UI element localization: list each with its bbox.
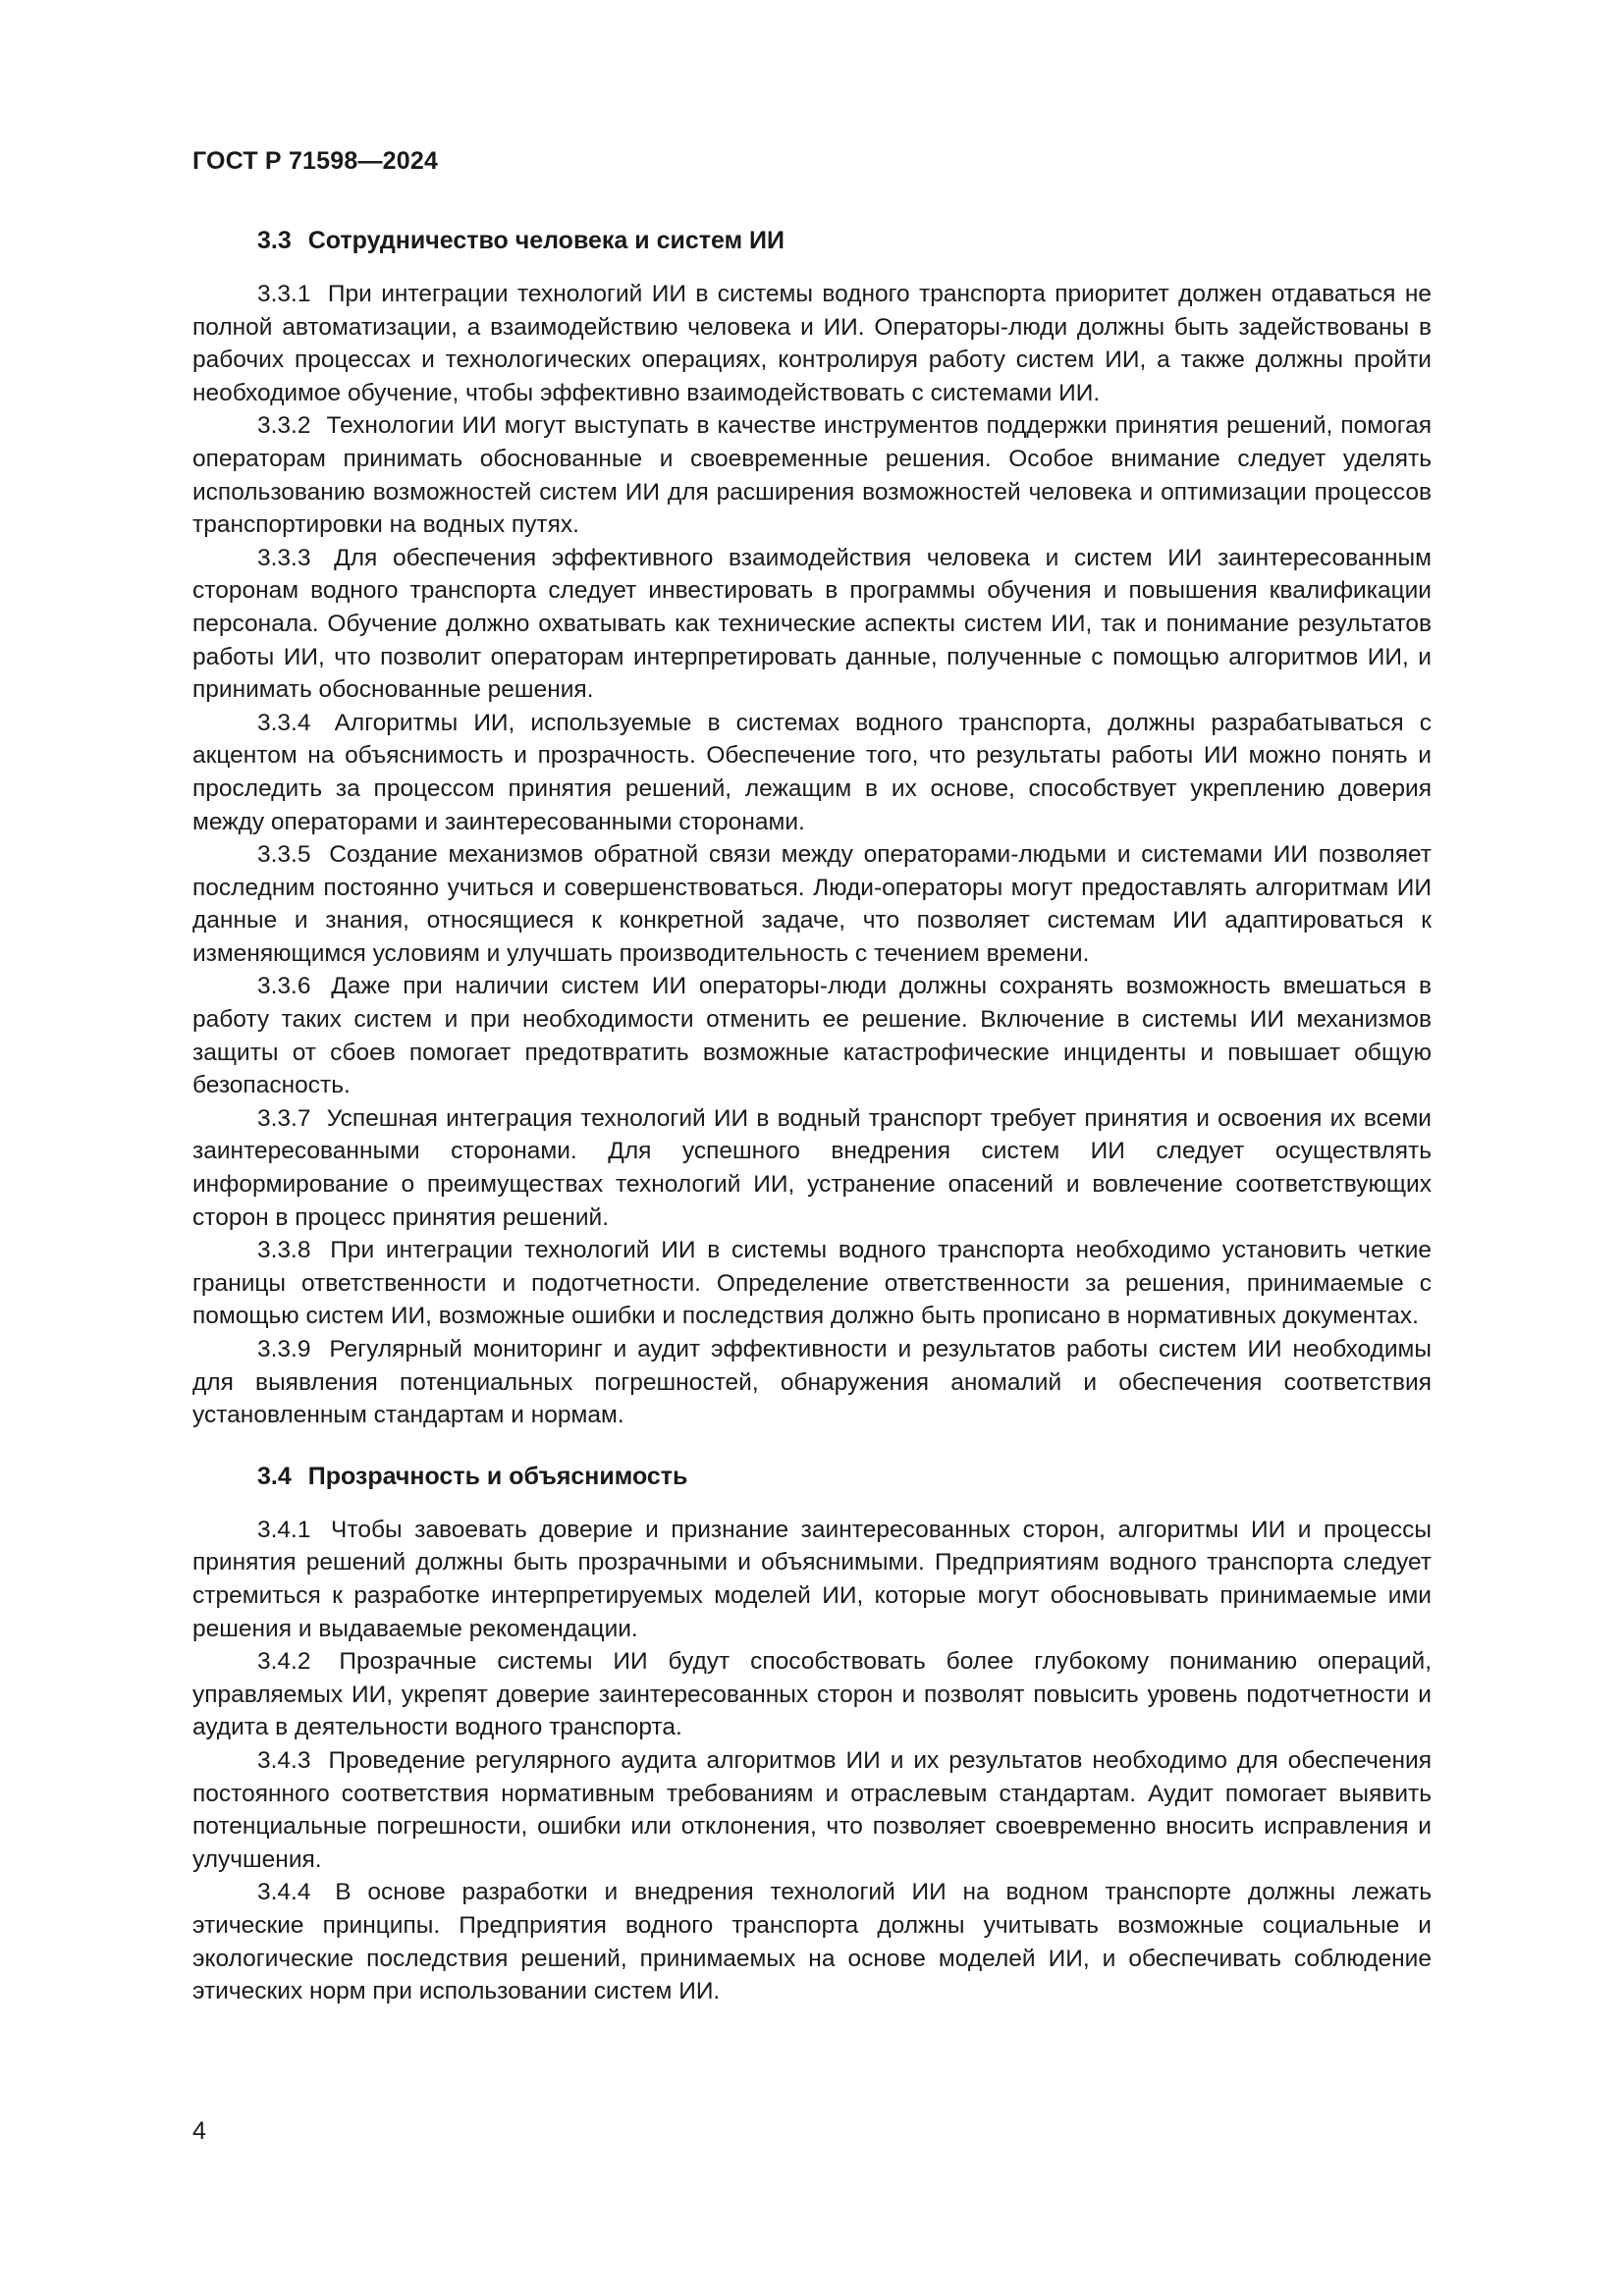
paragraph-text: Даже при наличии систем ИИ операторы-люди должны сохранять возможность вмешаться в работу таких систем и при необходимости отменить ее решение. Включение в системы ИИ механизмов защиты от сбоев помогает предотвратить возможные катастрофические инциденты и повышает общую безопасность.	[192, 973, 1433, 1099]
paragraph-3-3-7	[192, 1102, 1432, 1234]
paragraph-number: 3.3.5	[257, 841, 311, 869]
paragraph-number: 3.3.7	[257, 1104, 311, 1132]
paragraph-text: Прозрачные системы ИИ будут способствовать более глубокому пониманию операций, управляемых ИИ, укрепят доверие заинтересованных сторон и позволят повысить уровень подотчетности и аудита в деятельности водного транспорта.	[192, 1648, 1432, 1741]
paragraph-number: 3.4.1	[257, 1516, 311, 1543]
section-title: Сотрудничество человека и систем ИИ	[307, 227, 785, 254]
paragraph-text: Алгоритмы ИИ, используемые в системах водного транспорта, должны разрабатываться с акцентом на объяснимость и прозрачность. Обеспечение того, что результаты работы ИИ можно понять и проследить за процессом принятия решений, лежащим в их основе, способствует укреплению доверия между операторами и заинтересованными сторонами.	[192, 709, 1433, 835]
section-number: 3.3	[257, 227, 292, 254]
paragraph-3-4-3	[192, 1744, 1432, 1876]
paragraph-text: Для обеспечения эффективного взаимодействия человека и систем ИИ заинтересованным сторонам водного транспорта следует инвестировать в программы обучения и повышения квалификации персонала. Обучение должно охватывать как технические аспекты систем ИИ, так и понимание результатов работы ИИ, что позволит операторам интерпретировать данные, полученные с помощью алгоритмов ИИ, и принимать обоснованные решения.	[192, 544, 1432, 704]
paragraph-text: В основе разработки и внедрения технологий ИИ на водном транспорте должны лежать этические принципы. Предприятия водного транспорта должны учитывать возможные социальные и экологические последствия решений, принимаемых на основе моделей ИИ, и обеспечивать соблюдение этических норм при использовании систем ИИ.	[192, 1879, 1432, 2005]
paragraph-number: 3.4.2	[257, 1648, 311, 1676]
paragraph-number: 3.3.9	[257, 1336, 311, 1362]
paragraph-text: Проведение регулярного аудита алгоритмов ИИ и их результатов необходимо для обеспечения постоянного соответствия нормативным требованиям и отраслевым стандартам. Аудит помогает выявить потенциальные погрешности, ошибки или отклонения, что позволяет своевременно вносить исправления и улучшения.	[192, 1746, 1432, 1873]
standard-header: ГОСТ Р 71598—2024	[192, 147, 439, 175]
paragraph-3-3-6	[192, 970, 1432, 1101]
paragraph-text: Успешная интеграция технологий ИИ в водный транспорт требует принятия и освоения их всеми заинтересованными сторонами. Для успешного внедрения систем ИИ следует осуществлять информирование о преимуществах технологий ИИ, устранение опасений и вовлечение соответствующих сторон в процесс принятия решений.	[192, 1104, 1432, 1231]
paragraph-3-3-2	[192, 409, 1432, 541]
paragraph-text: При интеграции технологий ИИ в системы водного транспорта приоритет должен отдаваться не полной автоматизации, а взаимодействию человека и ИИ. Операторы-люди должны быть задействованы в рабочих процессах и технологических операциях, контролируя работу систем ИИ, а также должны пройти необходимое обучение, чтобы эффективно взаимодействовать с системами ИИ.	[192, 281, 1432, 406]
section-heading-3-4	[192, 1460, 1432, 1493]
page-number: 4	[192, 2117, 206, 2145]
section-title: Прозрачность и объяснимость	[307, 1462, 688, 1490]
paragraph-text: Создание механизмов обратной связи между операторами-людьми и системами ИИ позволяет последним постоянно учиться и совершенствоваться. Люди-операторы могут предоставлять алгоритмам ИИ данные и знания, относящиеся к конкретной задаче, что позволяет системам ИИ адаптироваться к изменяющимся условиям и улучшать производительность с течением времени.	[192, 841, 1432, 967]
paragraph-3-3-3	[192, 542, 1432, 707]
paragraph-3-3-8	[192, 1234, 1432, 1333]
paragraph-3-3-4	[192, 707, 1432, 838]
paragraph-number: 3.3.8	[257, 1237, 311, 1264]
paragraph-3-3-9	[192, 1333, 1432, 1432]
paragraph-3-3-5	[192, 838, 1432, 970]
paragraph-number: 3.3.6	[257, 973, 311, 1000]
paragraph-number: 3.4.3	[257, 1746, 311, 1774]
paragraph-number: 3.4.4	[257, 1879, 311, 1906]
paragraph-number: 3.3.4	[257, 709, 311, 736]
paragraph-3-3-1	[192, 278, 1432, 409]
paragraph-number: 3.3.1	[257, 281, 311, 307]
paragraph-text: Чтобы завоевать доверие и признание заинтересованных сторон, алгоритмы ИИ и процессы принятия решений должны быть прозрачными и объяснимыми. Предприятиям водного транспорта следует стремиться к разработке интерпретируемых моделей ИИ, которые могут обосновывать принимаемые ими решения и выдаваемые рекомендации.	[192, 1516, 1432, 1642]
paragraph-text: При интеграции технологий ИИ в системы водного транспорта необходимо установить четкие границы ответственности и подотчетности. Определение ответственности за решения, принимаемые с помощью систем ИИ, возможные ошибки и последствия должно быть прописано в нормативных документах.	[192, 1237, 1433, 1330]
section-number: 3.4	[257, 1462, 292, 1490]
paragraph-number: 3.3.2	[257, 412, 311, 440]
section-heading-3-3	[192, 224, 1432, 257]
paragraph-text: Технологии ИИ могут выступать в качестве инструментов поддержки принятия решений, помогая операторам принимать обоснованные и своевременные решения. Особое внимание следует уделять использованию возможностей систем ИИ для расширения возможностей человека и оптимизации процессов транспортировки на водных путях.	[192, 412, 1432, 539]
paragraph-text: Регулярный мониторинг и аудит эффективности и результатов работы систем ИИ необходимы для выявления потенциальных погрешностей, обнаружения аномалий и обеспечения соответствия установленным стандартам и нормам.	[192, 1336, 1432, 1429]
paragraph-number: 3.3.3	[257, 544, 311, 571]
document-body	[192, 224, 1432, 2008]
paragraph-3-4-1	[192, 1514, 1432, 1645]
paragraph-3-4-2	[192, 1645, 1432, 1744]
paragraph-3-4-4	[192, 1876, 1432, 2007]
